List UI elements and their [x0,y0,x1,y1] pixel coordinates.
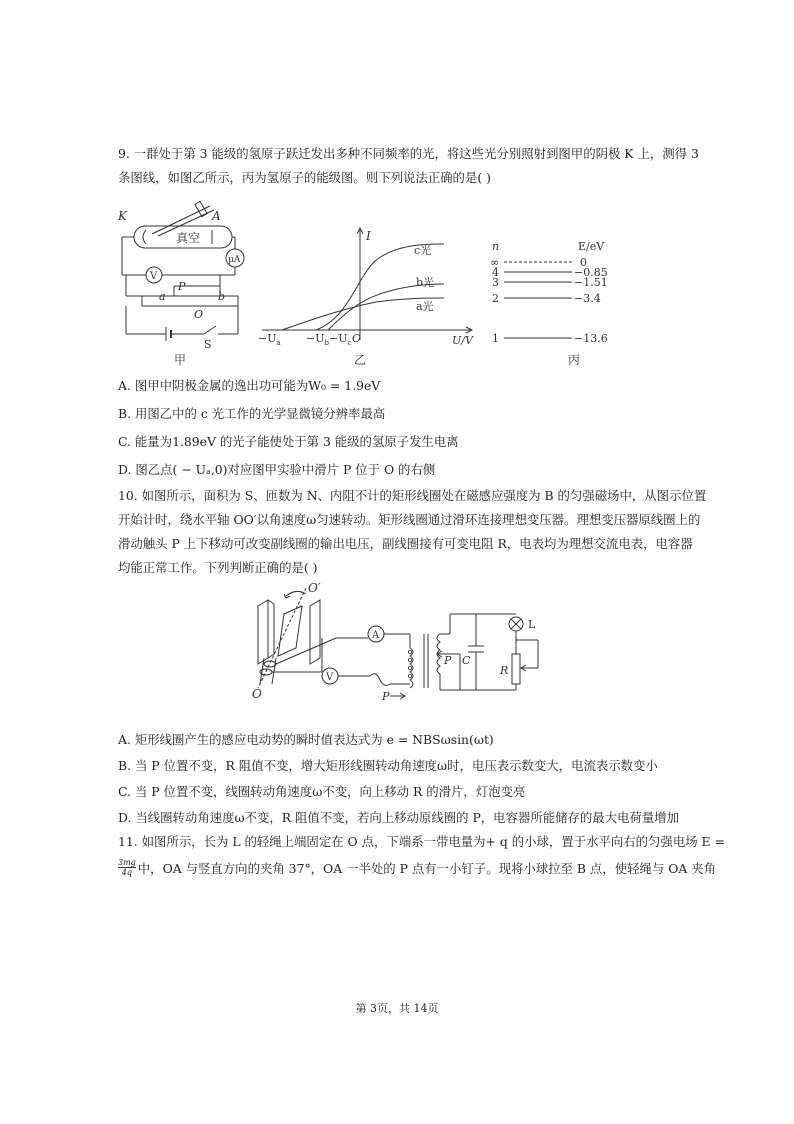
label-O-prime: O′ [308,581,321,595]
magnet-left [258,600,268,664]
voltmeter-label: V [326,672,334,683]
vacuum-label: 真空 [176,231,201,245]
level-n-3: 3 [492,276,499,289]
level-e-4: −0.85 [574,266,608,279]
level-e-1: −13.6 [574,332,608,345]
q10-option-a: A. 矩形线圈产生的感应电动势的瞬时值表达式为 e = NBSωsin(ωt) [118,732,494,747]
q9-option-c: C. 能量为1.89eV 的光子能使处于第 3 能级的氢原子发生电离 [118,434,459,449]
yi-xlabel: U/V [452,334,473,347]
neg-ua-label: $-U_a$ [258,332,281,347]
yi-origin: O [352,332,362,345]
q10-option-b: B. 当 P 位置不变，R 阻值不变，增大矩形线圈转动角速度ω时，电压表示数变大，电流表示数变小 [118,758,658,773]
q9-stem-line-2: 条图线，如图乙所示，丙为氢原子的能级图。则下列说法正确的是( ) [118,170,491,185]
n-label: n [492,240,500,253]
caption-bing: 丙 [568,353,581,367]
q10-option-c: C. 当 P 位置不变，线圈转动角速度ω不变，向上移动 R 的滑片，灯泡变亮 [118,784,526,799]
yi-ylabel: I [366,229,371,243]
neg-ub-uc-label: $-U_b-U_c$ [306,332,352,347]
figure-q10-generator-transformer [240,581,560,703]
q10-stem-line-4: 均能正常工作。下列判断正确的是( ) [118,560,318,575]
label-K: K [118,209,127,223]
figure-bing-energy-levels [486,234,626,370]
q9-stem-line-1: 9. 一群处于第 3 能级的氢原子跃迁发出多种不同频率的光，将这些光分别照射到图甲的阴极 K 上，测得 3 [118,146,699,161]
b-light-label: b光 [416,276,435,289]
magnet-right [310,600,320,664]
cathode-arc [143,230,146,244]
q11-stem-line-1: 11. 如图所示，长为 L 的轻绳上端固定在 O 点，下端系一带电量为+ q 的小球，置于水平向右的匀强电场 E = [118,834,725,849]
label-L: L [528,618,536,631]
q11-stem-line-2 [118,858,716,877]
level-n-1: 1 [492,332,499,345]
label-P-top: P [444,654,452,667]
level-n-inf: ∞ [490,256,500,269]
label-S: S [204,338,212,351]
q10-stem-line-3: 滑动触头 P 上下移动可改变副线圈的输出电压，副线圈接有可变电阻 R，电表均为理想交流电表，电容器 [118,536,693,551]
q11-stem-line-2-text: 中，OA 与竖直方向的夹角 37°，OA 一半处的 P 点有一小钉子。现将小球拉至 B 点，使轻绳与 OA 夹角 [137,860,717,876]
level-n-2: 2 [492,292,499,305]
ammeter-label: A [372,630,380,641]
label-P: P [178,280,186,293]
c-light-label: c光 [414,244,432,257]
label-O-axis: O [252,687,262,701]
fraction-numerator: 3mg [118,858,136,867]
label-a: a [159,290,166,303]
label-O: O [194,308,204,321]
label-A: A [212,209,221,223]
rotating-coil [278,606,302,656]
level-n-4: 4 [492,266,499,279]
e-label: E/eV [578,240,605,253]
page-footer: 第 3页，共 14页 [355,1002,439,1015]
level-e-2: −3.4 [574,292,601,305]
figure-jia-circuit [112,200,252,370]
level-e-inf: 0 [580,256,587,269]
q10-stem-line-2: 开始计时，绕水平轴 OO′以角速度ω匀速转动。矩形线圈通过滑环连接理想变压器。理想变压器原线圈上的 [118,512,701,527]
fraction-3mg-4q [118,858,136,877]
label-P-bottom: P [382,690,390,703]
a-light-label: a光 [416,300,434,313]
caption-jia: 甲 [174,353,187,367]
microammeter-label: μA [228,255,241,265]
label-C: C [462,654,471,667]
caption-yi: 乙 [354,353,367,367]
q10-option-d: D. 当线圈转动角速度ω不变，R 阻值不变，若向上移动原线圈的 P，电容器所能储存的最大电荷量增加 [118,810,680,825]
q9-option-d: D. 图乙点( − Uₐ,0)对应图甲实验中滑片 P 位于 O 的右侧 [118,462,436,477]
q10-stem-line-1: 10. 如图所示，面积为 S、匝数为 N、内阻不计的矩形线圈处在磁感应强度为 B 的匀强磁场中，从图示位置 [118,488,707,503]
voltmeter-label: V [150,271,158,282]
figure-yi-iv-graph [256,226,482,370]
label-R: R [500,664,509,677]
fraction-denominator: 4q [121,868,132,877]
variable-resistor [512,654,520,684]
q9-option-b: B. 用图乙中的 c 光工作的光学显微镜分辨率最高 [118,406,386,421]
q9-option-a: A. 图甲中阴极金属的逸出功可能为W₀ = 1.9eV [118,378,381,393]
level-e-3: −1.51 [574,276,608,289]
label-b: b [218,290,226,303]
